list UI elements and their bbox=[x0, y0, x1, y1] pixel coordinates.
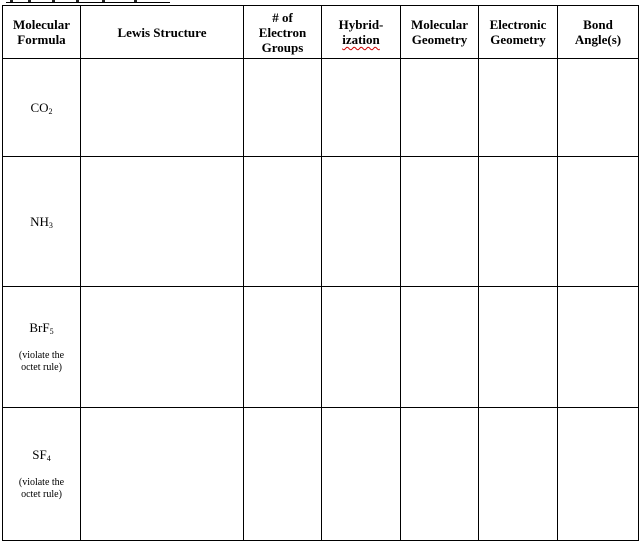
formula-cell bbox=[3, 157, 81, 287]
molecular-geometry-worksheet-table bbox=[2, 5, 639, 541]
header-lewis-structure: Lewis Structure bbox=[81, 6, 244, 59]
cropped-glyph bbox=[52, 0, 55, 2]
cropped-glyph bbox=[102, 0, 105, 2]
bond-angles-cell[interactable] bbox=[558, 157, 639, 287]
electron-groups-cell[interactable] bbox=[244, 408, 322, 541]
electronic-geometry-cell[interactable] bbox=[479, 287, 558, 408]
table-row-nh3 bbox=[3, 157, 639, 287]
lewis-structure-cell[interactable] bbox=[81, 408, 244, 541]
electronic-geometry-cell[interactable] bbox=[479, 408, 558, 541]
formula-co2: $CO_2$ bbox=[30, 99, 53, 116]
formula-cell bbox=[3, 59, 81, 157]
cropped-underline bbox=[6, 2, 170, 3]
header-molecular-formula: Molecular Formula bbox=[3, 6, 81, 59]
header-row bbox=[3, 6, 639, 59]
cropped-glyph bbox=[76, 0, 79, 2]
cropped-text-fragment bbox=[6, 0, 170, 4]
molecular-geometry-cell[interactable] bbox=[401, 59, 479, 157]
hybridization-cell[interactable] bbox=[322, 287, 401, 408]
electronic-geometry-cell[interactable] bbox=[479, 59, 558, 157]
bond-angles-cell[interactable] bbox=[558, 59, 639, 157]
cropped-glyph bbox=[134, 0, 137, 2]
spellcheck-flagged-word: ization bbox=[342, 32, 380, 47]
hybridization-cell[interactable] bbox=[322, 157, 401, 287]
cropped-glyph bbox=[10, 0, 13, 2]
lewis-structure-cell[interactable] bbox=[81, 287, 244, 408]
molecular-geometry-cell[interactable] bbox=[401, 287, 479, 408]
header-molecular-geometry: Molecular Geometry bbox=[401, 6, 479, 59]
octet-rule-note: (violate the octet rule) bbox=[18, 350, 65, 373]
formula-sf4: $SF_4$ bbox=[32, 447, 51, 463]
electronic-geometry-cell[interactable] bbox=[479, 157, 558, 287]
bond-angles-cell[interactable] bbox=[558, 287, 639, 408]
hybridization-cell[interactable] bbox=[322, 59, 401, 157]
header-electronic-geometry: Electronic Geometry bbox=[479, 6, 558, 59]
formula-cell bbox=[3, 287, 81, 408]
header-hybridization: Hybrid- ization bbox=[322, 6, 401, 59]
header-bond-angles: Bond Angle(s) bbox=[558, 6, 639, 59]
electron-groups-cell[interactable] bbox=[244, 157, 322, 287]
table-row-co2 bbox=[3, 59, 639, 157]
header-electron-groups: # of Electron Groups bbox=[244, 6, 322, 59]
bond-angles-cell[interactable] bbox=[558, 408, 639, 541]
formula-brf5: BrF$_5$ bbox=[29, 320, 54, 336]
electron-groups-cell[interactable] bbox=[244, 59, 322, 157]
table-row-brf5 bbox=[3, 287, 639, 408]
octet-rule-note: (violate the octet rule) bbox=[18, 477, 65, 500]
electron-groups-cell[interactable] bbox=[244, 287, 322, 408]
formula-cell bbox=[3, 408, 81, 541]
lewis-structure-cell[interactable] bbox=[81, 157, 244, 287]
molecular-geometry-cell[interactable] bbox=[401, 157, 479, 287]
hybridization-cell[interactable] bbox=[322, 408, 401, 541]
formula-nh3: $NH_3$ bbox=[30, 213, 53, 230]
lewis-structure-cell[interactable] bbox=[81, 59, 244, 157]
table-row-sf4 bbox=[3, 408, 639, 541]
molecular-geometry-cell[interactable] bbox=[401, 408, 479, 541]
cropped-glyph bbox=[28, 0, 31, 2]
